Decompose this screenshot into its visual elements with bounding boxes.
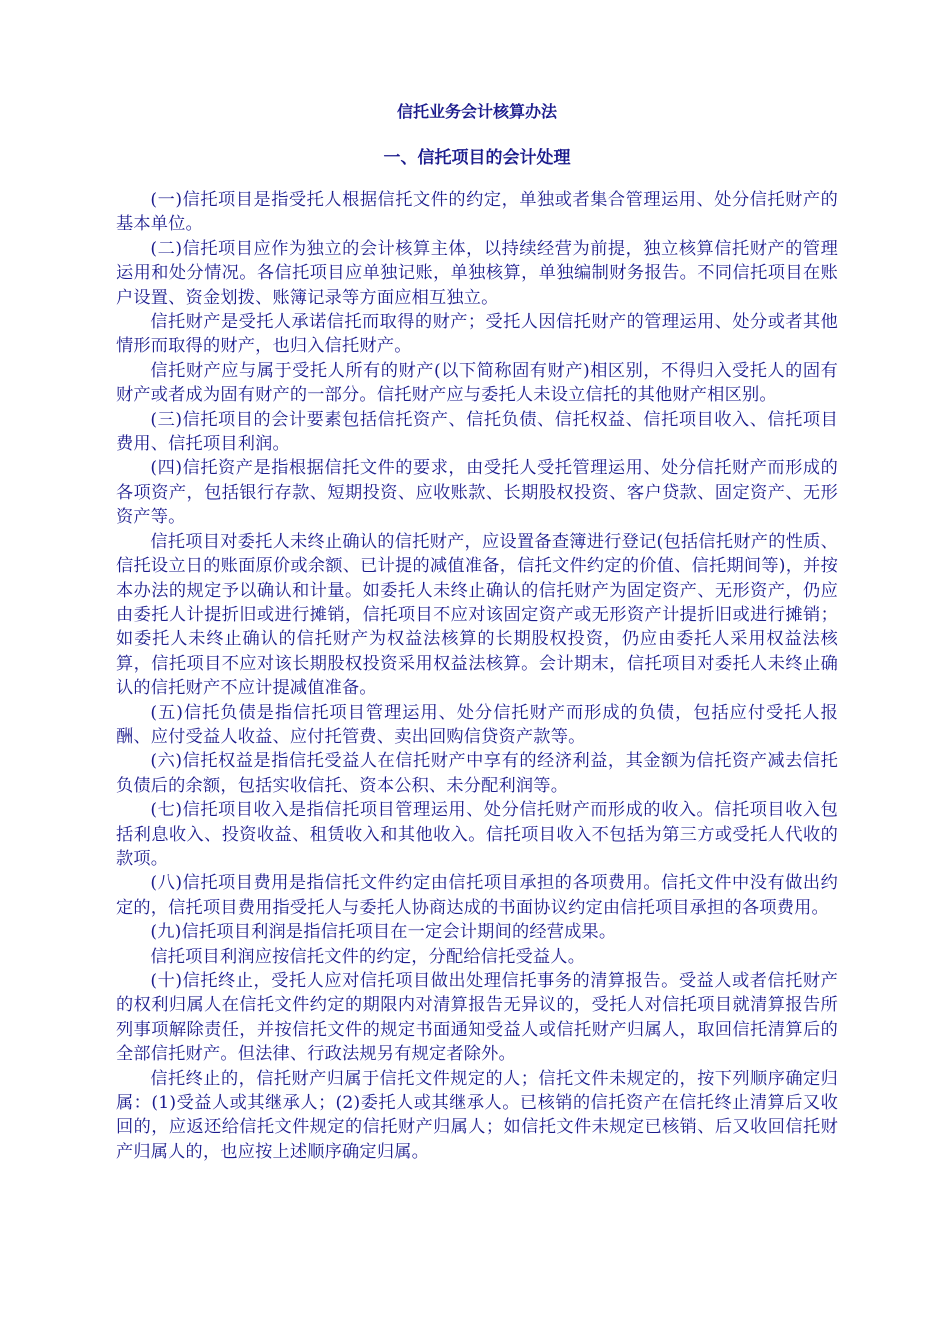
- paragraph: (六)信托权益是指信托受益人在信托财产中享有的经济利益，其金额为信托资产减去信托负债后的余额，包括实收信托、资本公积、未分配利润等。: [116, 751, 838, 796]
- paragraph: (二)信托项目应作为独立的会计核算主体，以持续经营为前提，独立核算信托财产的管理运用和处分情况。各信托项目应单独记账，单独核算，单独编制财务报告。不同信托项目在账户设置、资金划拨、账簿记录等方面应相互独立。: [116, 238, 838, 308]
- paragraph: (八)信托项目费用是指信托文件约定由信托项目承担的各项费用。信托文件中没有做出约定的，信托项目费用指受托人与委托人协商达成的书面协议约定由信托项目承担的各项费用。: [116, 873, 838, 918]
- paragraph: (七)信托项目收入是指信托项目管理运用、处分信托财产而形成的收入。信托项目收入包括利息收入、投资收益、租赁收入和其他收入。信托项目收入不包括为第三方或受托人代收的款项。: [116, 800, 838, 869]
- document-page: [116, 98, 838, 1164]
- paragraph: 信托财产应与属于受托人所有的财产(以下简称固有财产)相区别，不得归入受托人的固有财产或者成为固有财产的一部分。信托财产应与委托人未设立信托的其他财产相区别。: [116, 360, 838, 406]
- document-title: 信托业务会计核算办法: [396, 102, 557, 121]
- paragraph: (一)信托项目是指受托人根据信托文件的约定，单独或者集合管理运用、处分信托财产的基本单位。: [116, 190, 838, 235]
- section-title: 一、信托项目的会计处理: [383, 148, 571, 168]
- paragraph: (十)信托终止，受托人应对信托项目做出处理信托事务的清算报告。受益人或者信托财产的权利归属人在信托文件约定的期限内对清算报告无异议的，受托人对信托项目就清算报告所列事项解除责任，并按信托文件的规定书面通知受益人或信托财产归属人，取回信托清算后的全部信托财产。但法律、行政法规另有规定者除外。: [116, 971, 838, 1065]
- paragraph: 信托财产是受托人承诺信托而取得的财产；受托人因信托财产的管理运用、处分或者其他情形而取得的财产，也归入信托财产。: [116, 312, 838, 357]
- paragraph: 信托项目利润应按信托文件的约定，分配给信托受益人。: [150, 946, 586, 967]
- paragraph: 信托终止的，信托财产归属于信托文件规定的人；信托文件未规定的，按下列顺序确定归属：(1)受益人或其继承人；(2)委托人或其继承人。已核销的信托资产在信托终止清算后又收回的，应返还给信托文件规定的信托财产归属人；如信托文件未规定已核销、后又收回信托财产归属人的，也应按上述顺序确定归属。: [116, 1068, 838, 1162]
- paragraph: (九)信托项目利润是指信托项目在一定会计期间的经营成果。: [150, 922, 617, 943]
- paragraph: 信托项目对委托人未终止确认的信托财产，应设置备查簿进行登记(包括信托财产的性质、信托设立日的账面原价或余额、已计提的减值准备，信托文件约定的价值、信托期间等)，并按本办法的规定予以确认和计量。如委托人未终止确认的信托财产为固定资产、无形资产，仍应由委托人计提折旧或进行摊销，信托项目不应对该固定资产或无形资产计提折旧或进行摊销；如委托人未终止确认的信托财产为权益法核算的长期股权投资，仍应由委托人采用权益法核算，信托项目不应对该长期股权投资采用权益法核算。会计期末，信托项目对委托人未终止确认的信托财产不应计提减值准备。: [116, 531, 838, 699]
- paragraph: (三)信托项目的会计要素包括信托资产、信托负债、信托权益、信托项目收入、信托项目费用、信托项目利润。: [116, 409, 838, 455]
- paragraph: (五)信托负债是指信托项目管理运用、处分信托财产而形成的负债，包括应付受托人报酬、应付受益人收益、应付托管费、卖出回购信贷资产款等。: [116, 702, 838, 747]
- paragraph: (四)信托资产是指根据信托文件的要求，由受托人受托管理运用、处分信托财产而形成的各项资产，包括银行存款、短期投资、应收账款、长期股权投资、客户贷款、固定资产、无形资产等。: [116, 458, 838, 528]
